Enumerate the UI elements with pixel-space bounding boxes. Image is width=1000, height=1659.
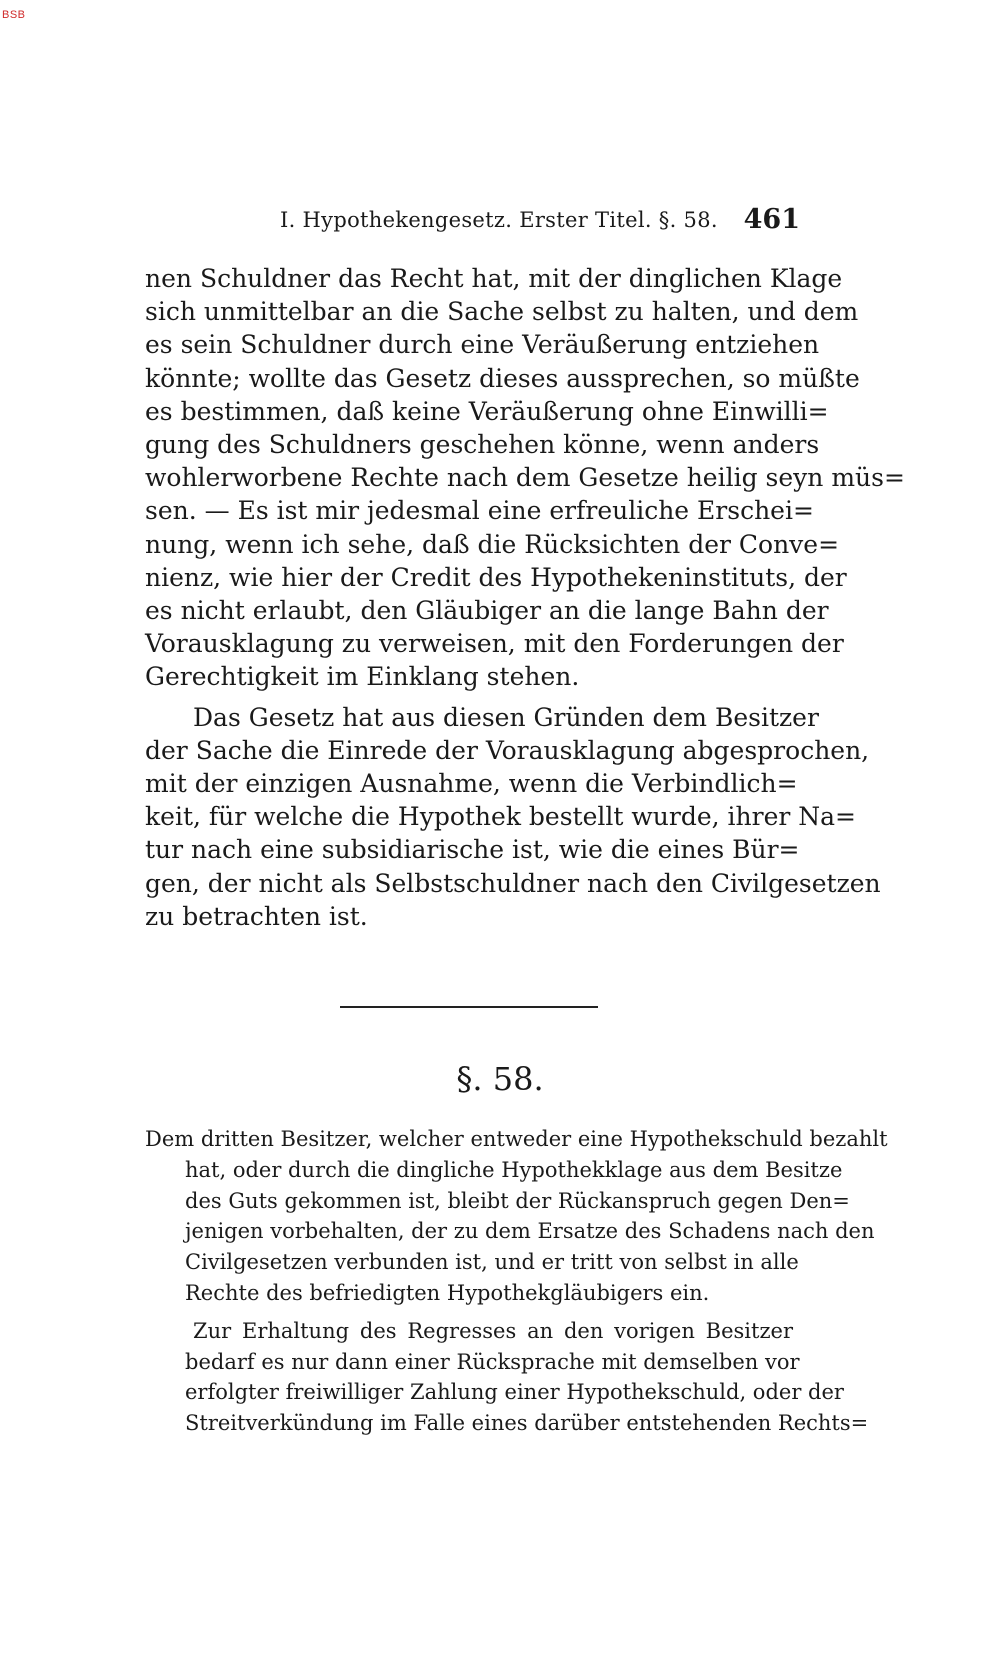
section-heading: §. 58. bbox=[456, 1060, 544, 1098]
text-line: hat, oder durch die dingliche Hypothekklage aus dem Besitze bbox=[185, 1157, 843, 1182]
library-watermark: BSB bbox=[2, 9, 26, 21]
text-line: nen Schuldner das Recht hat, mit der dinglichen Klage bbox=[145, 264, 843, 293]
paragraph bbox=[145, 262, 905, 694]
text-line: mit der einzigen Ausnahme, wenn die Verbindlich= bbox=[145, 769, 798, 799]
text-line: Vorausklagung zu verweisen, mit den Forderungen der bbox=[145, 629, 844, 659]
text-line: zu betrachten ist. bbox=[145, 901, 368, 931]
text-line: gung des Schuldners geschehen könne, wenn anders bbox=[145, 430, 820, 460]
text-line: tur nach eine subsidiarische ist, wie die eines Bür= bbox=[145, 835, 800, 865]
text-line: der Sache die Einrede der Vorausklagung abgesprochen, bbox=[145, 735, 870, 765]
text-line: bedarf es nur dann einer Rücksprache mit demselben vor bbox=[185, 1349, 800, 1374]
text-line: es sein Schuldner durch eine Veräußerung entziehen bbox=[145, 330, 820, 360]
text-line: sich unmittelbar an die Sache selbst zu halten, und dem bbox=[145, 297, 859, 327]
text-line: könnte; wollte das Gesetz dieses aussprechen, so müßte bbox=[145, 363, 860, 393]
commentary-text bbox=[145, 262, 905, 933]
text-line: jenigen vorbehalten, der zu dem Ersatze des Schadens nach den bbox=[185, 1219, 875, 1244]
text-line: gen, der nicht als Selbstschuldner nach den Civilgesetzen bbox=[145, 868, 881, 898]
section-divider bbox=[340, 1006, 598, 1008]
page-number: 461 bbox=[743, 204, 800, 235]
text-line: Das Gesetz hat aus diesen Gründen dem Besitzer bbox=[193, 702, 819, 732]
text-line: erfolgter freiwilliger Zahlung einer Hypothekschuld, oder der bbox=[185, 1380, 844, 1405]
text-line: sen. — Es ist mir jedesmal eine erfreuliche Erschei= bbox=[145, 496, 814, 526]
text-line: Gerechtigkeit im Einklang stehen. bbox=[145, 662, 580, 692]
text-line: nung, wenn ich sehe, daß die Rücksichten der Conve= bbox=[145, 529, 840, 559]
statute-text bbox=[145, 1124, 888, 1439]
statute-paragraph bbox=[145, 1124, 888, 1309]
running-head bbox=[140, 204, 800, 240]
text-line: es bestimmen, daß keine Veräußerung ohne Einwilli= bbox=[145, 396, 829, 426]
text-line: Dem dritten Besitzer, welcher entweder eine Hypothekschuld bezahlt bbox=[145, 1127, 888, 1151]
text-line: wohlerworbene Rechte nach dem Gesetze heilig seyn müs= bbox=[145, 463, 905, 493]
statute-paragraph bbox=[145, 1316, 869, 1439]
text-line: nienz, wie hier der Credit des Hypothekeninstituts, der bbox=[145, 562, 847, 592]
paragraph bbox=[145, 701, 881, 933]
text-line: des Guts gekommen ist, bleibt der Rückanspruch gegen Den= bbox=[185, 1188, 850, 1213]
text-line: Civilgesetzen verbunden ist, und er tritt von selbst in alle bbox=[185, 1250, 799, 1275]
running-title: I. Hypothekengesetz. Erster Titel. §. 58. bbox=[280, 208, 718, 232]
text-line: Zur Erhaltung des Regresses an den vorigen Besitzer bbox=[193, 1318, 793, 1343]
text-line: Rechte des befriedigten Hypothekgläubigers ein. bbox=[185, 1280, 710, 1305]
text-line: Streitverkündung im Falle eines darüber entstehenden Rechts= bbox=[185, 1411, 869, 1436]
text-line: keit, für welche die Hypothek bestellt wurde, ihrer Na= bbox=[145, 802, 856, 832]
text-line: es nicht erlaubt, den Gläubiger an die lange Bahn der bbox=[145, 596, 829, 626]
